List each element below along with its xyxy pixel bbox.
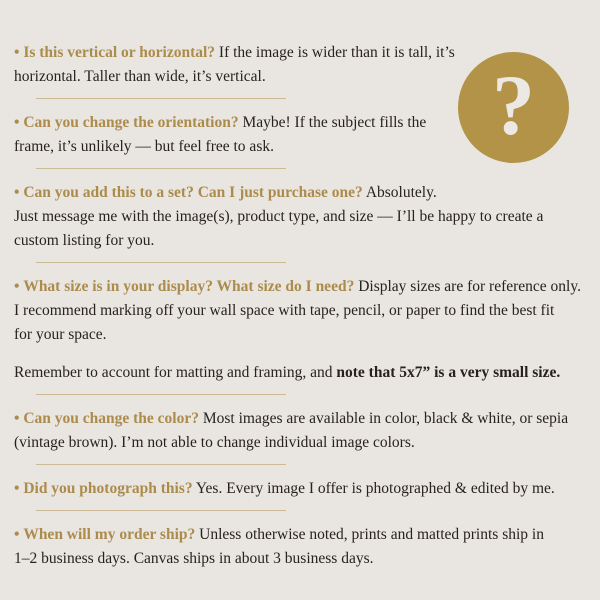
divider	[36, 98, 286, 99]
faq-question: Is this vertical or horizontal?	[23, 44, 216, 61]
bullet-icon: •	[14, 526, 20, 543]
faq-question: When will my order ship?	[23, 526, 196, 543]
faq-item-size	[14, 275, 584, 385]
divider	[36, 394, 286, 395]
faq-question: Can you change the orientation?	[23, 114, 239, 131]
size-note-bold-text: note that 5x7” is a very small size.	[336, 364, 561, 381]
bullet-icon: •	[14, 410, 20, 427]
faq-answer: Display sizes are for reference only.	[358, 278, 581, 295]
bullet-icon: •	[14, 114, 20, 131]
faq-answer: Most images are available in color, black & white, or sepia	[202, 410, 569, 427]
question-mark-icon: ?	[492, 56, 535, 153]
faq-answer: Maybe! If the subject fills the frame, it’s unlikely — but feel free to ask.	[14, 114, 427, 155]
divider	[36, 168, 286, 169]
faq-item-shipping	[14, 523, 584, 571]
divider	[36, 464, 286, 465]
faq-question: Can you change the color?	[23, 410, 199, 427]
faq-question: Did you photograph this?	[23, 480, 193, 497]
faq-question: What size is in your display? What size do I need?	[23, 278, 355, 295]
bullet-icon: •	[14, 44, 20, 61]
faq-item-photographer	[14, 477, 584, 501]
faq-answer-continued: I recommend marking off your wall space with tape, pencil, or paper to find the best fit for your space.	[14, 302, 555, 343]
faq-answer-continued: 1–2 business days. Canvas ships in about 3 business days.	[14, 550, 374, 567]
size-note-text: Remember to account for matting and framing, and	[14, 364, 333, 381]
size-note	[14, 361, 584, 385]
bullet-icon: •	[14, 480, 20, 497]
faq-answer-continued: (vintage brown). I’m not able to change individual image colors.	[14, 434, 415, 451]
bullet-icon: •	[14, 184, 20, 201]
faq-answer: Absolutely.	[365, 184, 437, 201]
faq-answer: If the image is wider than it is tall, it’s horizontal. Taller than wide, it’s vertical.	[14, 44, 455, 85]
faq-answer: Yes. Every image I offer is photographed & edited by me.	[195, 480, 555, 497]
question-mark-badge	[458, 52, 569, 163]
divider	[36, 262, 286, 263]
faq-answer-continued: Just message me with the image(s), product type, and size — I’ll be happy to create a custom listing for you.	[14, 208, 544, 249]
divider	[36, 510, 286, 511]
faq-item-sets	[14, 181, 584, 253]
faq-question: Can you add this to a set? Can I just purchase one?	[23, 184, 363, 201]
bullet-icon: •	[14, 278, 20, 295]
faq-item-color	[14, 407, 584, 455]
faq-answer: Unless otherwise noted, prints and matted prints ship in	[199, 526, 544, 543]
